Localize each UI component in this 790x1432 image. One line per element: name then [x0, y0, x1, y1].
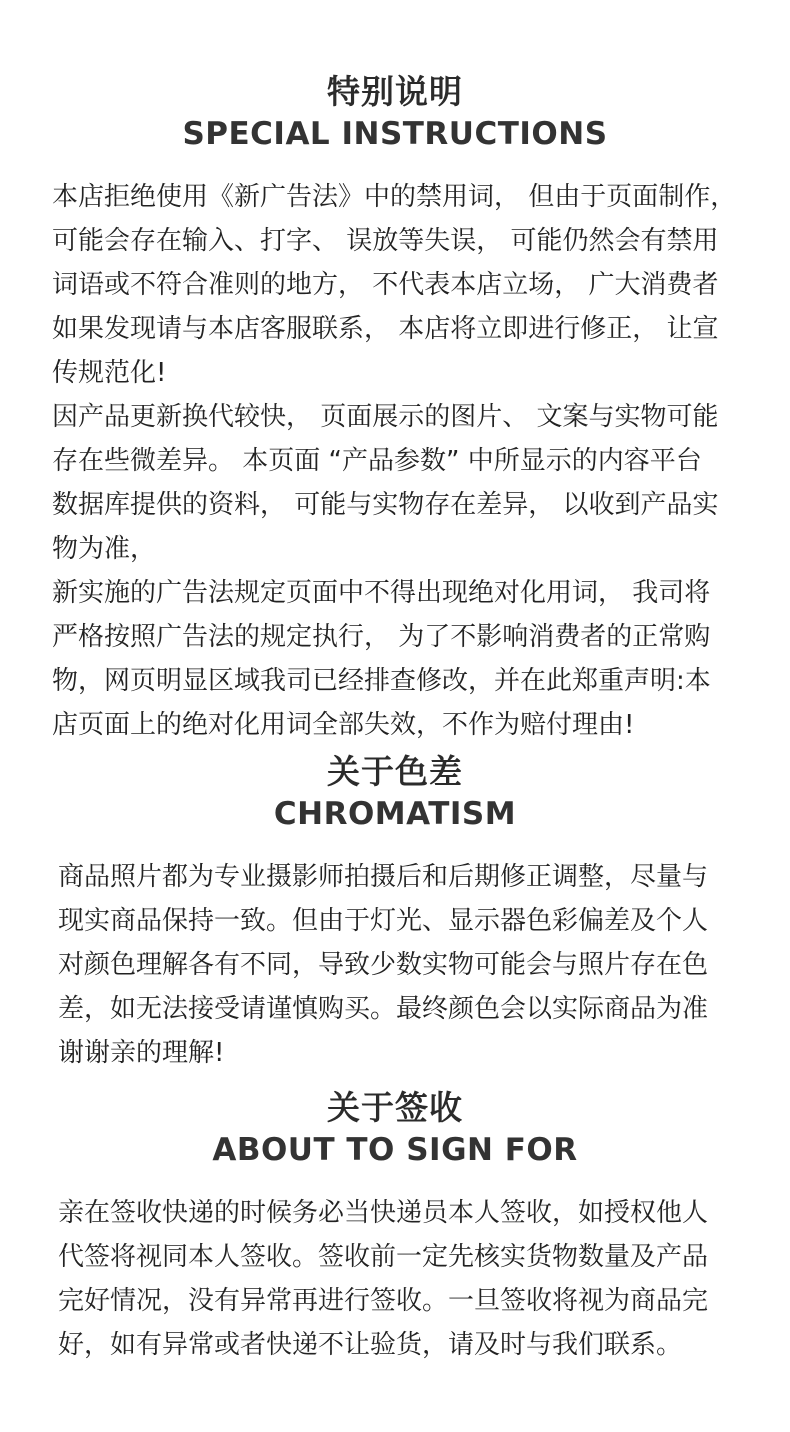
special-paragraph-1: 本店拒绝使用《新广告法》中的禁用词， 但由于页面制作， 可能会存在输入、打字、 误放等失误， 可能仍然会有禁用 词语或不符合准则的地方， 不代表本店立场， 广大消费者 如果发现请与本店客服联系， 本店将立即进行修正， 让宣 传规范化!	[52, 182, 737, 388]
special-instructions-title-en: SPECIAL INSTRUCTIONS	[182, 116, 608, 152]
chromatism-title-cn: 关于色差	[327, 752, 463, 791]
sign-for-body	[58, 1191, 748, 1367]
sign-for-title-en: ABOUT TO SIGN FOR	[212, 1132, 578, 1168]
chromatism-title-en: CHROMATISM	[273, 796, 517, 832]
special-instructions-body	[52, 175, 752, 747]
special-instructions-section	[0, 70, 790, 740]
sign-for-title-cn: 关于签收	[327, 1088, 463, 1127]
sign-for-paragraph: 亲在签收快递的时候务必当快递员本人签收，如授权他人 代签将视同本人签收。签收前一定先核实货物数量及产品 完好情况，没有异常再进行签收。一旦签收将视为商品完 好，如有异常或者快递不让验货，请及时与我们联系。	[58, 1198, 709, 1360]
chromatism-section	[0, 750, 790, 1068]
chromatism-body	[58, 855, 748, 1075]
special-instructions-title-cn: 特别说明	[327, 72, 463, 111]
special-paragraph-2: 因产品更新换代较快， 页面展示的图片、 文案与实物可能 存在些微差异。 本页面 “产品参数” 中所显示的内容平台 数据库提供的资料， 可能与实物存在差异， 以收到产品实 物为准，	[52, 402, 719, 564]
special-paragraph-3: 新实施的广告法规定页面中不得出现绝对化用词， 我司将 严格按照广告法的规定执行， 为了不影响消费者的正常购 物，网页明显区域我司已经排查修改，并在此郑重声明:本 店页面上的绝对化用词全部失效，不作为赔付理由!	[52, 578, 711, 740]
sign-for-section	[0, 1086, 790, 1360]
chromatism-paragraph: 商品照片都为专业摄影师拍摄后和后期修正调整，尽量与 现实商品保持一致。但由于灯光、显示器色彩偏差及个人 对颜色理解各有不同，导致少数实物可能会与照片存在色 差，如无法接受请谨慎购买。最终颜色会以实际商品为准 谢谢亲的理解!	[58, 862, 709, 1068]
